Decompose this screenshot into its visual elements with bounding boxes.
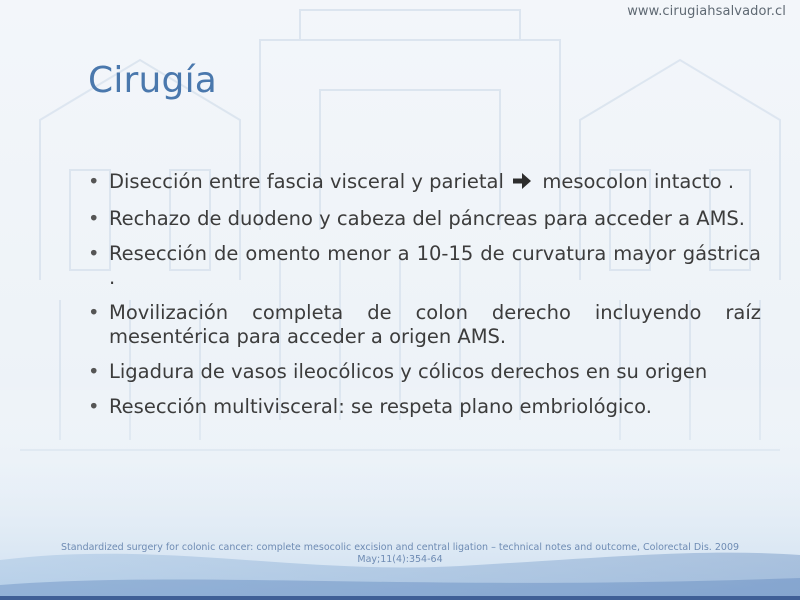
bullet-marker: • <box>88 301 100 324</box>
bullet-marker: • <box>88 170 100 193</box>
bullet-item <box>86 207 761 231</box>
bullet-marker: • <box>88 242 100 265</box>
bullet-item <box>86 301 761 349</box>
bullet-marker: • <box>88 395 100 418</box>
bullet-text: Resección multivisceral: se respeta plano embriológico. <box>109 395 652 418</box>
bullet-text: Rechazo de duodeno y cabeza del páncreas para acceder a AMS. <box>109 207 745 230</box>
bullet-list <box>86 170 761 430</box>
bullet-text-after-arrow: mesocolon intacto . <box>542 170 735 193</box>
site-url: www.cirugiahsalvador.cl <box>627 4 786 19</box>
bullet-item <box>86 360 761 384</box>
bullet-marker: • <box>88 360 100 383</box>
footer-bar <box>0 596 800 600</box>
bullet-text-before-arrow: Disección entre fascia visceral y parietal <box>109 170 504 193</box>
bullet-text: Movilización completa de colon derecho incluyendo raíz mesentérica para acceder a origen AMS. <box>109 301 761 348</box>
bullet-marker: • <box>88 207 100 230</box>
bullet-item <box>86 395 761 419</box>
citation: Standardized surgery for colonic cancer: complete mesocolic excision and central ligation – technical notes and outcome, Colorectal Dis. 2009 May;11(4):354-64 <box>60 542 740 565</box>
bullet-text: Ligadura de vasos ileocólicos y cólicos derechos en su origen <box>109 360 708 383</box>
bullet-item <box>86 242 761 290</box>
bullet-item <box>86 170 761 196</box>
right-arrow-icon <box>512 172 532 196</box>
bullet-text: Resección de omento menor a 10-15 de curvatura mayor gástrica . <box>109 242 761 289</box>
slide-title: Cirugía <box>88 60 218 101</box>
